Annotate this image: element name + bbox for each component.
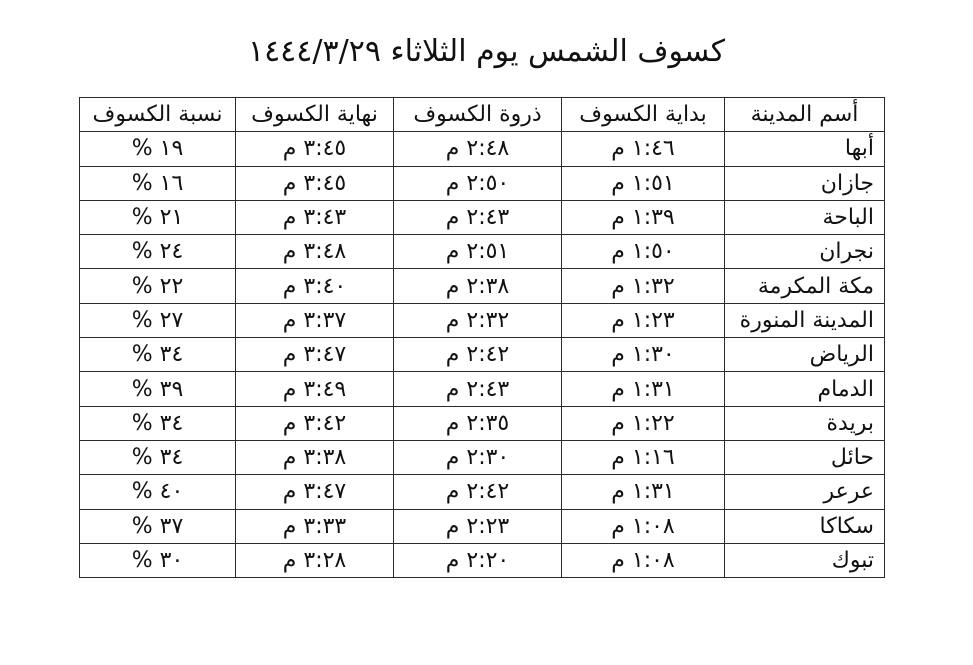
end-time-cell: ٣:٤٢ م <box>236 406 394 440</box>
peak-time-cell: ٢:٢٠ م <box>394 543 562 577</box>
header-peak: ذروة الكسوف <box>394 98 562 132</box>
start-time-cell: ١:٥٠ م <box>562 235 725 269</box>
city-cell: مكة المكرمة <box>725 269 885 303</box>
percent-cell: ٢٤ % <box>80 235 236 269</box>
table-row <box>80 303 885 337</box>
peak-time-cell: ٢:٣٠ م <box>394 440 562 474</box>
end-time-cell: ٣:٣٨ م <box>236 440 394 474</box>
peak-time-cell: ٢:٤٣ م <box>394 372 562 406</box>
peak-time-cell: ٢:٣٢ م <box>394 303 562 337</box>
end-time-cell: ٣:٤٨ م <box>236 235 394 269</box>
percent-cell: ٣٧ % <box>80 509 236 543</box>
city-cell: حائل <box>725 440 885 474</box>
table-row <box>80 338 885 372</box>
end-time-cell: ٣:٢٨ م <box>236 543 394 577</box>
end-time-cell: ٣:٣٧ م <box>236 303 394 337</box>
percent-cell: ٣٤ % <box>80 440 236 474</box>
city-cell: بريدة <box>725 406 885 440</box>
city-cell: المدينة المنورة <box>725 303 885 337</box>
city-cell: الباحة <box>725 200 885 234</box>
peak-time-cell: ٢:٢٣ م <box>394 509 562 543</box>
table-row <box>80 509 885 543</box>
end-time-cell: ٣:٤٩ م <box>236 372 394 406</box>
table-row <box>80 269 885 303</box>
table-row <box>80 132 885 166</box>
header-start: بداية الكسوف <box>562 98 725 132</box>
percent-cell: ١٦ % <box>80 166 236 200</box>
percent-cell: ٣٩ % <box>80 372 236 406</box>
eclipse-times-table <box>79 97 885 578</box>
peak-time-cell: ٢:٣٨ م <box>394 269 562 303</box>
header-city: أسم المدينة <box>725 98 885 132</box>
start-time-cell: ١:١٦ م <box>562 440 725 474</box>
page-title: كسوف الشمس يوم الثلاثاء ١٤٤٤/٣/٢٩ <box>247 34 726 69</box>
percent-cell: ٢١ % <box>80 200 236 234</box>
start-time-cell: ١:٢٢ م <box>562 406 725 440</box>
peak-time-cell: ٢:٥٠ م <box>394 166 562 200</box>
start-time-cell: ١:٠٨ م <box>562 509 725 543</box>
city-cell: سكاكا <box>725 509 885 543</box>
end-time-cell: ٣:٤٧ م <box>236 475 394 509</box>
start-time-cell: ١:٣١ م <box>562 475 725 509</box>
start-time-cell: ١:٥١ م <box>562 166 725 200</box>
start-time-cell: ١:٣٩ م <box>562 200 725 234</box>
end-time-cell: ٣:٤٧ م <box>236 338 394 372</box>
peak-time-cell: ٢:٤٣ م <box>394 200 562 234</box>
peak-time-cell: ٢:٤٨ م <box>394 132 562 166</box>
city-cell: تبوك <box>725 543 885 577</box>
city-cell: عرعر <box>725 475 885 509</box>
end-time-cell: ٣:٤٥ م <box>236 132 394 166</box>
end-time-cell: ٣:٣٣ م <box>236 509 394 543</box>
percent-cell: ٣٤ % <box>80 338 236 372</box>
table-row <box>80 166 885 200</box>
city-cell: جازان <box>725 166 885 200</box>
percent-cell: ٢٧ % <box>80 303 236 337</box>
start-time-cell: ١:٢٣ م <box>562 303 725 337</box>
percent-cell: ٢٢ % <box>80 269 236 303</box>
city-cell: أبها <box>725 132 885 166</box>
header-percent: نسبة الكسوف <box>80 98 236 132</box>
table-row <box>80 406 885 440</box>
peak-time-cell: ٢:٤٢ م <box>394 338 562 372</box>
percent-cell: ٣٤ % <box>80 406 236 440</box>
end-time-cell: ٣:٤٥ م <box>236 166 394 200</box>
table-row <box>80 475 885 509</box>
table-row <box>80 440 885 474</box>
table-row <box>80 372 885 406</box>
city-cell: الرياض <box>725 338 885 372</box>
start-time-cell: ١:٠٨ م <box>562 543 725 577</box>
table-row <box>80 543 885 577</box>
percent-cell: ١٩ % <box>80 132 236 166</box>
percent-cell: ٣٠ % <box>80 543 236 577</box>
table-header-row <box>80 98 885 132</box>
table-row <box>80 235 885 269</box>
peak-time-cell: ٢:٥١ م <box>394 235 562 269</box>
start-time-cell: ١:٣١ م <box>562 372 725 406</box>
table-row <box>80 200 885 234</box>
end-time-cell: ٣:٤٠ م <box>236 269 394 303</box>
peak-time-cell: ٢:٣٥ م <box>394 406 562 440</box>
percent-cell: ٤٠ % <box>80 475 236 509</box>
start-time-cell: ١:٣٠ م <box>562 338 725 372</box>
start-time-cell: ١:٣٢ م <box>562 269 725 303</box>
start-time-cell: ١:٤٦ م <box>562 132 725 166</box>
end-time-cell: ٣:٤٣ م <box>236 200 394 234</box>
city-cell: الدمام <box>725 372 885 406</box>
peak-time-cell: ٢:٤٢ م <box>394 475 562 509</box>
city-cell: نجران <box>725 235 885 269</box>
header-end: نهاية الكسوف <box>236 98 394 132</box>
